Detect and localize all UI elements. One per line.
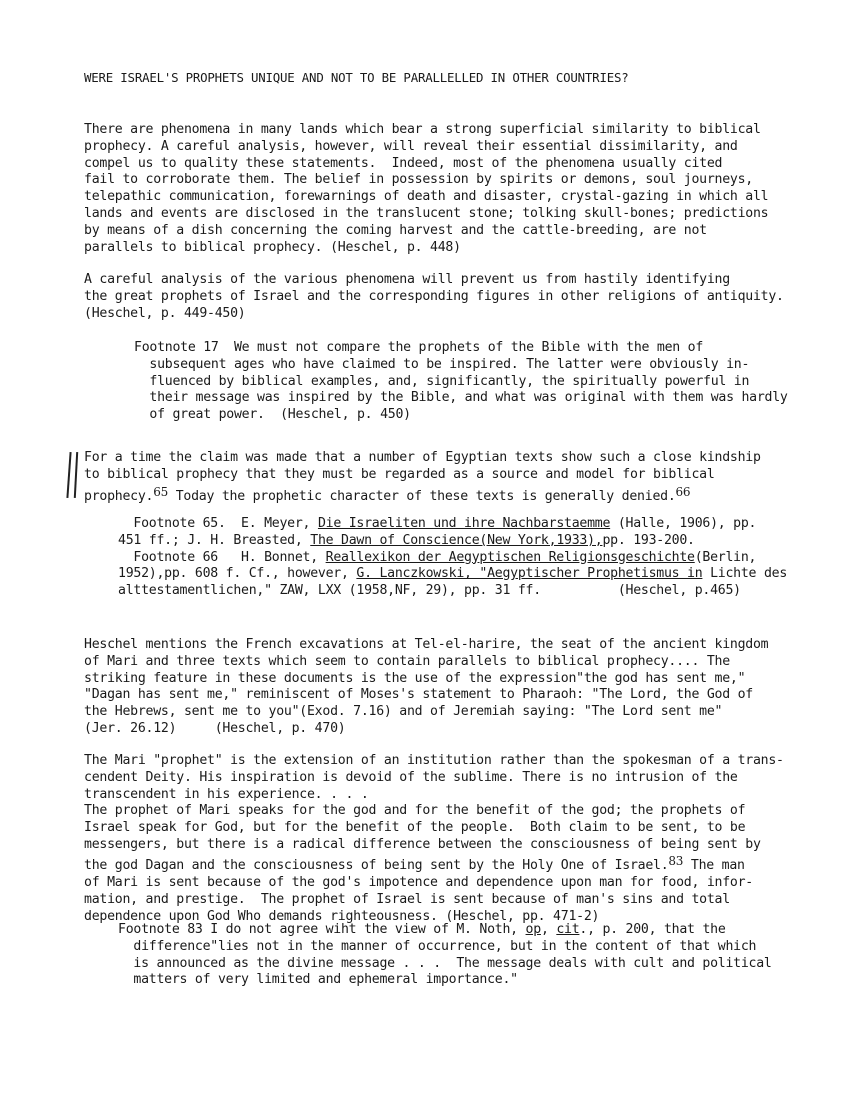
text-line: compel us to quality these statements. Indeed, most of the phenomena usually cited xyxy=(84,155,723,171)
text-line xyxy=(118,566,787,583)
text-fragment: The man xyxy=(683,858,745,874)
text-line: "Dagan has sent me," reminiscent of Moses's statement to Pharaoh: "The Lord, the God of xyxy=(84,687,753,703)
paragraph-mari-excavations xyxy=(84,637,768,738)
text-line: fail to corroborate them. The belief in possession by spirits or demons, soul journeys, xyxy=(84,172,753,188)
text-line: A careful analysis of the various phenomena will prevent us from hastily identifying xyxy=(84,272,730,287)
text-fragment: Lichte des xyxy=(702,566,788,582)
text-line: alttestamentlichen," ZAW, LXX (1958,NF, 29), pp. 31 ff. (Heschel, p.465) xyxy=(118,583,741,599)
text-line: telepathic communication, forewarnings of death and disaster, crystal-gazing in which all xyxy=(84,189,769,205)
text-line: Footnote 17 We must not compare the prophets of the Bible with the men of xyxy=(134,340,704,355)
footnote-17 xyxy=(134,340,788,424)
text-line xyxy=(118,516,787,533)
text-line: striking feature in these documents is the use of the expression"the god has sent me," xyxy=(84,670,746,686)
paragraph-egyptian-texts xyxy=(84,450,761,505)
text-fragment: the god Dagan and the consciousness of being sent by the Holy One of Israel. xyxy=(84,858,669,874)
text-line: The prophet of Mari speaks for the god and for the benefit of the god; the prophets of xyxy=(84,803,746,818)
text-line: For a time the claim was made that a number of Egyptian texts show such a close kindship xyxy=(84,450,761,465)
text-line: Israel speak for God, but for the benefit of the people. Both claim to be sent, to be xyxy=(84,819,746,835)
book-title: The Dawn of Conscience(New York,1933), xyxy=(310,532,603,548)
text-line: parallels to biblical prophecy. (Heschel, p. 448) xyxy=(84,239,461,255)
text-line xyxy=(118,550,787,567)
footnotes-65-66 xyxy=(118,516,787,600)
text-line: their message was inspired by the Bible, and what was original with them was hardly xyxy=(134,390,788,406)
text-line: of Mari is sent because of the god's impotence and dependence upon man for food, infor- xyxy=(84,875,753,891)
text-line: (Jer. 26.12) (Heschel, p. 470) xyxy=(84,720,346,736)
footnote-ref-83: 83 xyxy=(668,854,684,869)
footnote-83 xyxy=(118,922,772,989)
text-fragment: (Halle, 1906), pp. xyxy=(610,516,757,531)
text-fragment: Footnote 65. E. Meyer, xyxy=(118,516,318,531)
text-line xyxy=(118,922,772,939)
text-line: to biblical prophecy that they must be regarded as a source and model for biblical xyxy=(84,466,715,482)
text-line: matters of very limited and ephemeral importance." xyxy=(118,972,518,988)
paragraph-careful-analysis xyxy=(84,272,784,322)
citation-abbrev: op xyxy=(525,922,541,937)
text-line: of great power. (Heschel, p. 450) xyxy=(134,407,411,423)
text-fragment: Footnote 66 H. Bonnet, xyxy=(118,549,326,565)
footnote-ref-65: 65 xyxy=(153,484,168,499)
paragraph-phenomena xyxy=(84,122,768,256)
text-line: mation, and prestige. The prophet of Israel is sent because of man's sins and total xyxy=(84,891,730,907)
text-line: subsequent ages who have claimed to be inspired. The latter were obviously in- xyxy=(134,356,750,372)
book-title: Die Israeliten und ihre Nachbarstaemme xyxy=(317,516,611,531)
text-line: Heschel mentions the French excavations at Tel-el-harire, the seat of the ancient kingdom xyxy=(84,637,769,652)
text-fragment: pp. 193-200. xyxy=(602,532,695,548)
text-line: fluenced by biblical examples, and, significantly, the spiritually powerful in xyxy=(134,373,750,389)
text-fragment: prophecy. xyxy=(84,488,154,504)
text-line: the great prophets of Israel and the corresponding figures in other religions of antiquity. xyxy=(84,288,784,304)
text-fragment: 1952),pp. 608 f. Cf., however, xyxy=(118,566,357,582)
text-fragment: Footnote 83 I do not agree wiht the view of M. Noth, xyxy=(118,922,526,937)
text-line: (Heschel, p. 449-450) xyxy=(84,305,246,321)
citation-abbrev: cit xyxy=(556,922,580,937)
text-line: prophecy. A careful analysis, however, will reveal their essential dissimilarity, and xyxy=(84,138,738,154)
margin-marker xyxy=(66,452,82,500)
text-line: transcendent in his experience. . . . xyxy=(84,786,369,802)
paragraph-mari-vs-israel xyxy=(84,803,761,926)
text-line xyxy=(118,533,787,550)
text-line: is announced as the divine message . . . The message deals with cult and political xyxy=(118,955,772,971)
text-line xyxy=(84,484,761,506)
text-fragment: , xyxy=(540,922,557,937)
paragraph-mari-prophet xyxy=(84,753,784,803)
text-line: There are phenomena in many lands which bear a strong superficial similarity to biblical xyxy=(84,122,761,137)
text-line: the Hebrews, sent me to you"(Exod. 7.16) and of Jeremiah saying: "The Lord sent me" xyxy=(84,704,723,720)
text-line: of Mari and three texts which seem to contain parallels to biblical prophecy.... The xyxy=(84,653,730,669)
text-line: messengers, but there is a radical difference between the consciousness of being sent by xyxy=(84,836,761,852)
text-line: by means of a dish concerning the coming harvest and the cattle-breeding, are not xyxy=(84,222,707,238)
text-line: dependence upon God Who demands righteousness. (Heschel, pp. 471-2) xyxy=(84,908,600,924)
book-title: Reallexikon der Aegyptischen Religionsgeschichte xyxy=(325,549,695,565)
footnote-ref-66: 66 xyxy=(675,484,691,499)
text-fragment: (Berlin, xyxy=(694,549,757,565)
text-line: The Mari "prophet" is the extension of an institution rather than the spokesman of a trans- xyxy=(84,753,784,768)
text-line: lands and events are disclosed in the translucent stone; tolking skull-bones; predictions xyxy=(84,205,769,221)
text-fragment: Today the prophetic character of these texts is generally denied. xyxy=(168,488,676,504)
text-line: difference"lies not in the manner of occurrence, but in the content of that which xyxy=(118,938,757,954)
document-title: WERE ISRAEL'S PROPHETS UNIQUE AND NOT TO BE PARALLELLED IN OTHER COUNTRIES? xyxy=(84,70,629,85)
article-title: G. Lanczkowski, "Aegyptischer Prophetismus in xyxy=(356,566,703,582)
text-line: cendent Deity. His inspiration is devoid of the sublime. There is no intrusion of the xyxy=(84,769,738,785)
text-line xyxy=(84,853,761,875)
text-fragment: 451 ff.; J. H. Breasted, xyxy=(118,532,311,548)
text-fragment: ., p. 200, that the xyxy=(579,922,726,937)
